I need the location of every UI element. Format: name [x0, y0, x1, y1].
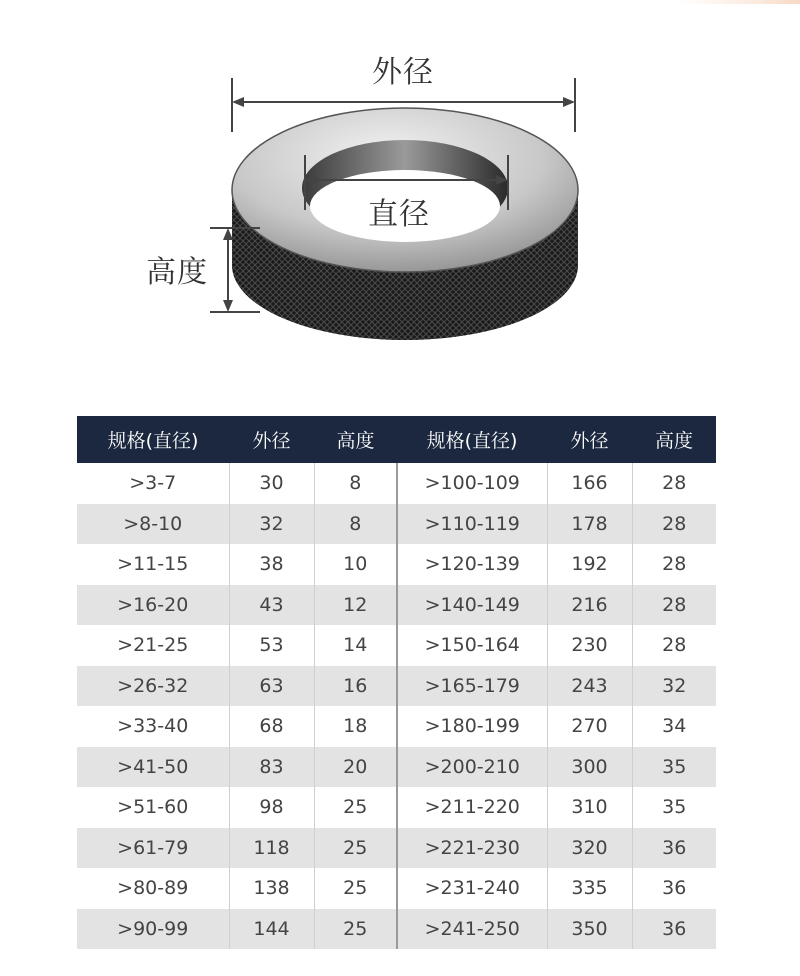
table-cell: 32	[632, 666, 716, 707]
table-cell: >165-179	[397, 666, 547, 707]
table-cell: >3-7	[77, 463, 229, 504]
table-cell: 118	[229, 828, 314, 869]
table-cell: 25	[314, 787, 397, 828]
table-cell: 28	[632, 544, 716, 585]
table-cell: 35	[632, 787, 716, 828]
table-cell: 350	[547, 909, 632, 950]
table-row	[77, 787, 716, 828]
table-cell: 230	[547, 625, 632, 666]
table-cell: 10	[314, 544, 397, 585]
table-cell: >61-79	[77, 828, 229, 869]
table-row	[77, 585, 716, 626]
table-cell: 36	[632, 909, 716, 950]
table-cell: 98	[229, 787, 314, 828]
table-cell: 8	[314, 504, 397, 545]
table-cell: 28	[632, 504, 716, 545]
table-row	[77, 868, 716, 909]
table-row	[77, 504, 716, 545]
table-cell: 34	[632, 706, 716, 747]
table-cell: 25	[314, 828, 397, 869]
table-cell: >90-99	[77, 909, 229, 950]
table-cell: 28	[632, 625, 716, 666]
table-cell: >33-40	[77, 706, 229, 747]
table-cell: 14	[314, 625, 397, 666]
table-row	[77, 625, 716, 666]
table-cell: 20	[314, 747, 397, 788]
table-cell: >140-149	[397, 585, 547, 626]
table-cell: 166	[547, 463, 632, 504]
table-cell: 36	[632, 868, 716, 909]
table-cell: >120-139	[397, 544, 547, 585]
table-cell: 38	[229, 544, 314, 585]
table-cell: >26-32	[77, 666, 229, 707]
height-label: 高度	[146, 255, 208, 290]
table-cell: 36	[632, 828, 716, 869]
table-cell: 28	[632, 463, 716, 504]
table-cell: 243	[547, 666, 632, 707]
spec-table-header	[77, 416, 716, 463]
ring-gauge-diagram	[120, 40, 680, 370]
header-outer: 外径	[229, 416, 314, 463]
table-cell: >51-60	[77, 787, 229, 828]
header-height: 高度	[632, 416, 716, 463]
table-cell: 144	[229, 909, 314, 950]
table-cell: 270	[547, 706, 632, 747]
table-cell: >211-220	[397, 787, 547, 828]
table-cell: >80-89	[77, 868, 229, 909]
table-row	[77, 828, 716, 869]
table-cell: 68	[229, 706, 314, 747]
table-cell: 300	[547, 747, 632, 788]
table-cell: 12	[314, 585, 397, 626]
spec-table	[77, 416, 716, 949]
table-cell: 16	[314, 666, 397, 707]
table-cell: >8-10	[77, 504, 229, 545]
table-cell: >100-109	[397, 463, 547, 504]
table-cell: 63	[229, 666, 314, 707]
table-cell: 216	[547, 585, 632, 626]
table-row	[77, 463, 716, 504]
table-cell: 30	[229, 463, 314, 504]
table-cell: 310	[547, 787, 632, 828]
top-decor-line	[0, 0, 800, 4]
table-cell: 28	[632, 585, 716, 626]
table-cell: 192	[547, 544, 632, 585]
table-row	[77, 909, 716, 950]
outer-diameter-label: 外径	[372, 55, 434, 90]
table-cell: >231-240	[397, 868, 547, 909]
table-cell: >180-199	[397, 706, 547, 747]
table-cell: 18	[314, 706, 397, 747]
table-cell: >150-164	[397, 625, 547, 666]
table-cell: >110-119	[397, 504, 547, 545]
table-cell: 8	[314, 463, 397, 504]
header-height: 高度	[314, 416, 397, 463]
inner-diameter-label: 直径	[368, 197, 430, 232]
header-outer: 外径	[547, 416, 632, 463]
header-spec: 规格(直径)	[397, 416, 547, 463]
table-row	[77, 706, 716, 747]
table-cell: 320	[547, 828, 632, 869]
table-cell: 43	[229, 585, 314, 626]
table-cell: >221-230	[397, 828, 547, 869]
table-cell: >16-20	[77, 585, 229, 626]
table-cell: 25	[314, 909, 397, 950]
table-row	[77, 544, 716, 585]
table-cell: 335	[547, 868, 632, 909]
table-cell: 35	[632, 747, 716, 788]
table-cell: >200-210	[397, 747, 547, 788]
table-cell: 138	[229, 868, 314, 909]
table-row	[77, 747, 716, 788]
table-cell: >21-25	[77, 625, 229, 666]
table-cell: 25	[314, 868, 397, 909]
table-cell: 83	[229, 747, 314, 788]
table-cell: 178	[547, 504, 632, 545]
table-cell: 53	[229, 625, 314, 666]
table-row	[77, 666, 716, 707]
table-cell: >41-50	[77, 747, 229, 788]
table-cell: 32	[229, 504, 314, 545]
table-cell: >11-15	[77, 544, 229, 585]
header-spec: 规格(直径)	[77, 416, 229, 463]
table-cell: >241-250	[397, 909, 547, 950]
